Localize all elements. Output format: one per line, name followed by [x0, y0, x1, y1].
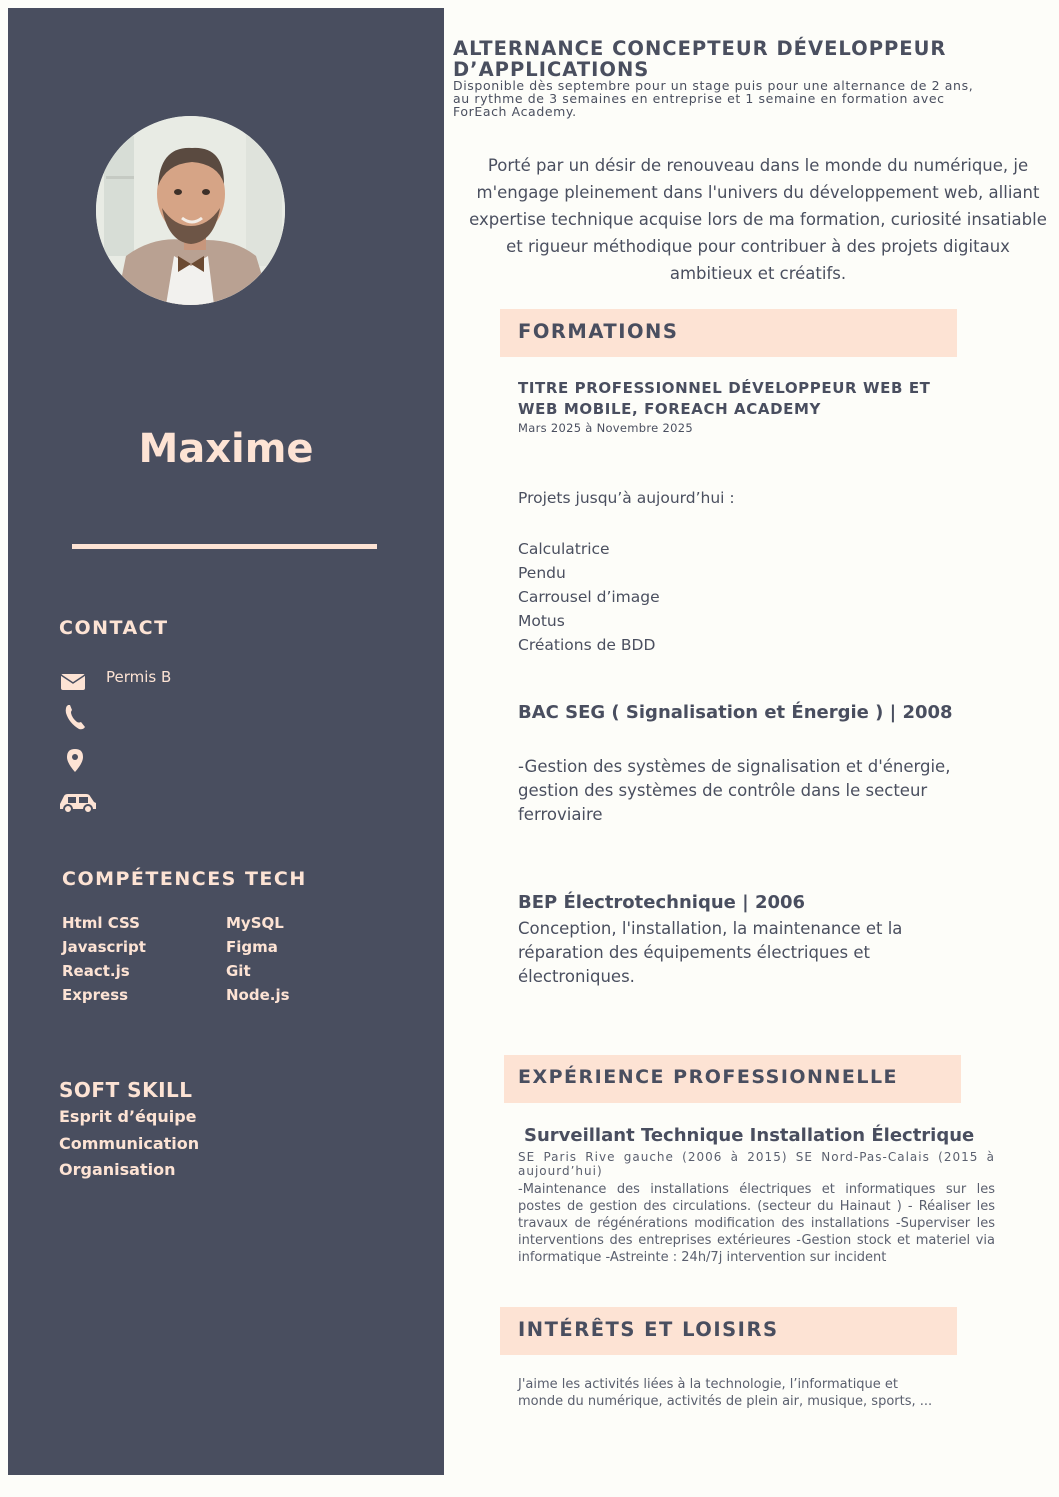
intro-line: et rigueur méthodique pour contribuer à des projets digitaux — [506, 237, 1010, 256]
title-line: ALTERNANCE CONCEPTEUR DÉVELOPPEUR — [453, 37, 947, 60]
bep-title: BEP Électrotechnique | 2006 — [518, 892, 806, 913]
projects-label: Projets jusqu’à aujourd’hui : — [518, 489, 735, 507]
soft-heading: SOFT SKILL — [59, 1078, 193, 1102]
bep-description — [518, 917, 902, 989]
job-title: Surveillant Technique Installation Électrique — [524, 1125, 975, 1146]
profile-photo-illustration — [96, 116, 285, 305]
project-item: Calculatrice — [518, 540, 610, 558]
soft-skills-list — [59, 1104, 199, 1184]
availability-text — [453, 79, 1053, 118]
tech-skill: MySQL — [226, 914, 284, 932]
location-icon — [65, 748, 85, 774]
bep-desc-line: réparation des équipements électriques et — [518, 943, 870, 962]
tp-title-line: WEB MOBILE, FOREACH ACADEMY — [518, 400, 821, 418]
intro-line: expertise technique acquise lors de ma formation, curiosité insatiable — [469, 210, 1047, 229]
bep-desc-line: électroniques. — [518, 967, 635, 986]
bac-desc-line: gestion des systèmes de contrôle dans le secteur — [518, 781, 928, 800]
envelope-icon — [60, 672, 86, 691]
tech-skill: Git — [226, 962, 251, 980]
project-item: Motus — [518, 612, 565, 630]
tech-skill: Express — [62, 986, 129, 1004]
car-icon — [58, 790, 98, 814]
job-description: -Maintenance des installations électriques et informatiques sur les postes de gestion des circulations. (secteur du Hainaut ) - Réaliser les travaux de régénérations modification des installations -Superviser les interventions des entreprises extérieures -Gestion stock et materiel via informatique -Astreinte : 24h/7j intervention sur incident — [518, 1182, 995, 1265]
job-meta: SE Paris Rive gauche (2006 à 2015) SE Nord-Pas-Calais (2015 à aujourd’hui) — [518, 1150, 995, 1178]
profile-name: Maxime — [138, 426, 314, 472]
intro-line: ambitieux et créatifs. — [669, 264, 847, 283]
job-search-title — [453, 38, 1043, 80]
intro-paragraph — [448, 152, 1059, 287]
bac-desc-line: ferroviaire — [518, 805, 603, 824]
bep-desc-line: Conception, l'installation, la maintenance et la — [518, 919, 903, 938]
tech-skill: Html CSS — [62, 914, 140, 932]
profile-photo — [96, 116, 285, 305]
phone-icon — [63, 703, 87, 731]
interests-header — [500, 1307, 957, 1355]
tech-skill: Javascript — [62, 938, 146, 956]
license-text: Permis B — [106, 668, 172, 686]
sub-line: Disponible dès septembre pour un stage puis pour une alternance de 2 ans, — [453, 78, 974, 93]
sub-line: ForEach Academy. — [453, 104, 577, 119]
formations-header — [500, 309, 957, 357]
experience-header — [504, 1055, 961, 1103]
project-item: Créations de BDD — [518, 636, 656, 654]
sub-line: au rythme de 3 semaines en entreprise et 1 semaine en formation avec — [453, 91, 945, 106]
soft-skill: Organisation — [59, 1160, 176, 1179]
bac-description — [518, 755, 950, 827]
soft-skill: Communication — [59, 1133, 200, 1153]
tp-dates: Mars 2025 à Novembre 2025 — [518, 421, 693, 435]
intro-line: m'engage pleinement dans l'univers du développement web, alliant — [476, 183, 1040, 202]
experience-heading: EXPÉRIENCE PROFESSIONNELLE — [518, 1066, 899, 1088]
contact-heading: CONTACT — [59, 617, 169, 639]
tech-skill: Node.js — [226, 986, 290, 1004]
formations-heading: FORMATIONS — [518, 320, 679, 343]
interests-line: monde du numérique, activités de plein air, musique, sports, ... — [518, 1394, 933, 1409]
name-divider — [72, 544, 377, 549]
project-item: Pendu — [518, 564, 566, 582]
tech-skill: React.js — [62, 962, 130, 980]
tp-title-line: TITRE PROFESSIONNEL DÉVELOPPEUR WEB ET — [518, 379, 931, 397]
soft-skill: Esprit d’équipe — [59, 1107, 197, 1126]
interests-text — [518, 1376, 932, 1410]
tech-heading: COMPÉTENCES TECH — [62, 868, 307, 890]
project-item: Carrousel d’image — [518, 588, 660, 606]
intro-line: Porté par un désir de renouveau dans le monde du numérique, je — [487, 156, 1029, 175]
tech-skill: Figma — [226, 938, 278, 956]
bac-desc-line: -Gestion des systèmes de signalisation et d'énergie, — [518, 757, 951, 776]
title-line: D’APPLICATIONS — [453, 58, 650, 81]
interests-line: J'aime les activités liées à la technologie, l’informatique et — [518, 1377, 899, 1392]
bac-title: BAC SEG ( Signalisation et Énergie ) | 2008 — [518, 702, 953, 723]
projects-list — [518, 537, 660, 657]
tech-skills-col1 — [62, 911, 146, 1007]
interests-heading: INTÉRÊTS ET LOISIRS — [518, 1318, 779, 1341]
tech-skills-col2 — [226, 911, 290, 1007]
tp-title — [518, 378, 931, 420]
